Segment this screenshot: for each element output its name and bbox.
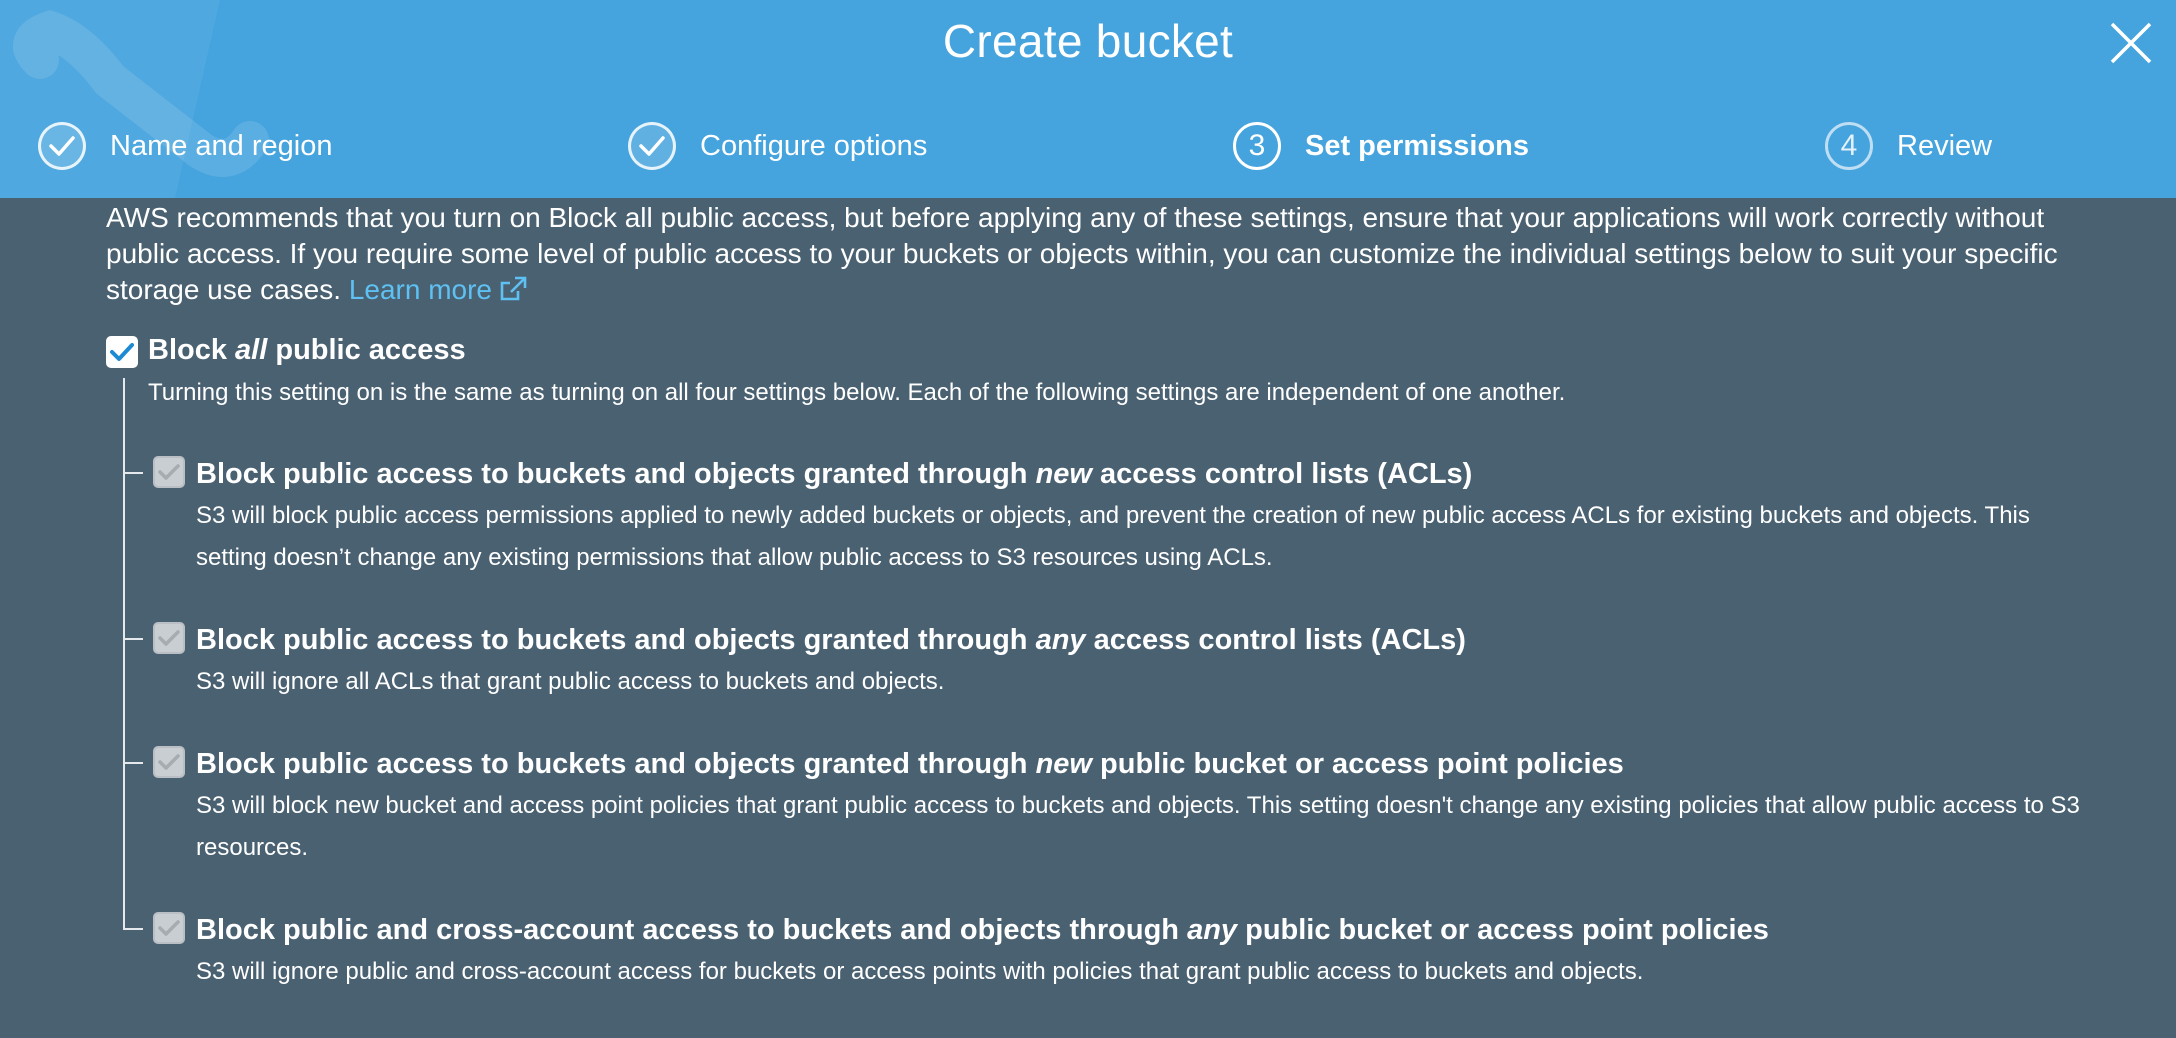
block-all-public-access-checkbox[interactable] (106, 336, 138, 368)
title-emphasis: new (1035, 748, 1092, 780)
tree-branch (123, 928, 143, 930)
option-description: S3 will ignore all ACLs that grant public access to buckets and objects. (196, 668, 945, 695)
block-new-policies-checkbox[interactable] (153, 746, 185, 778)
title-part: public bucket or access point policies (1100, 748, 1624, 780)
tree-branch (123, 638, 143, 640)
block-cross-account-policies-checkbox[interactable] (153, 912, 185, 944)
block-any-acls-checkbox[interactable] (153, 622, 185, 654)
label-emphasis: all (235, 334, 268, 366)
check-icon (158, 753, 180, 771)
intro-text: AWS recommends that you turn on Block all public access, but before applying any of these settings, ensure that your applications will work correctly without public access. If you require some level of public access to your buckets or objects within, you can customize the individual settings below to suit your specific storage use cases. (106, 202, 2058, 305)
title-part: public bucket or access point policies (1245, 914, 1769, 946)
dialog-title: Create bucket (942, 15, 1234, 67)
wizard-step-set-permissions[interactable] (1233, 118, 1529, 174)
close-icon[interactable] (2108, 20, 2154, 66)
check-icon (110, 342, 134, 362)
option-title (196, 458, 1472, 491)
title-part: Block public access to buckets and objects granted through (196, 458, 1028, 490)
option-title (196, 748, 1624, 781)
dialog-header (0, 0, 2176, 198)
block-new-acls-checkbox[interactable] (153, 456, 185, 488)
wizard-step-name-and-region[interactable] (38, 118, 332, 174)
check-icon (158, 463, 180, 481)
learn-more-label: Learn more (348, 274, 492, 305)
step-label: Configure options (700, 129, 928, 162)
step-label: Name and region (110, 129, 333, 162)
step-label: Review (1897, 129, 1993, 162)
title-part: access control lists (ACLs) (1100, 458, 1473, 490)
block-all-public-access-label (148, 334, 466, 367)
title-part: Block public access to buckets and objects granted through (196, 748, 1028, 780)
title-emphasis: new (1035, 458, 1092, 490)
step-number: 4 (1825, 122, 1873, 170)
intro-paragraph (106, 200, 2106, 308)
label-part: public access (275, 334, 466, 366)
wizard-step-configure-options[interactable] (628, 118, 927, 174)
title-part: Block public access to buckets and objects granted through (196, 624, 1028, 656)
option-description: S3 will block public access permissions applied to newly added buckets or objects, and prevent the creation of new public access ACLs for existing buckets and objects. This setting doesn’t change any existing permissions that allow public access to S3 resources using ACLs. (196, 502, 2030, 571)
label-part: Block (148, 334, 227, 366)
title-part: access control lists (ACLs) (1093, 624, 1466, 656)
wizard-step-review[interactable] (1825, 118, 1992, 174)
learn-more-link[interactable] (349, 274, 528, 305)
block-all-description: Turning this setting on is the same as turning on all four settings below. Each of the following settings are independent of one another. (148, 379, 1566, 406)
check-icon (38, 122, 86, 170)
option-description: S3 will ignore public and cross-account access for buckets or access points with policies that grant public access to buckets and objects. (196, 958, 1644, 985)
step-number: 3 (1233, 122, 1281, 170)
option-title (196, 624, 1466, 657)
check-icon (158, 919, 180, 937)
tree-branch (123, 762, 143, 764)
check-icon (628, 122, 676, 170)
title-emphasis: any (1187, 914, 1238, 946)
option-title (196, 914, 1769, 947)
title-emphasis: any (1035, 624, 1086, 656)
tree-branch (123, 472, 143, 474)
step-label: Set permissions (1305, 129, 1530, 162)
external-link-icon (498, 275, 528, 303)
check-icon (158, 629, 180, 647)
tree-connector-line (123, 378, 125, 930)
title-part: Block public and cross-account access to buckets and objects through (196, 914, 1179, 946)
option-description: S3 will block new bucket and access point policies that grant public access to buckets and objects. This setting doesn't change any existing policies that allow public access to S3 resources. (196, 792, 2080, 861)
